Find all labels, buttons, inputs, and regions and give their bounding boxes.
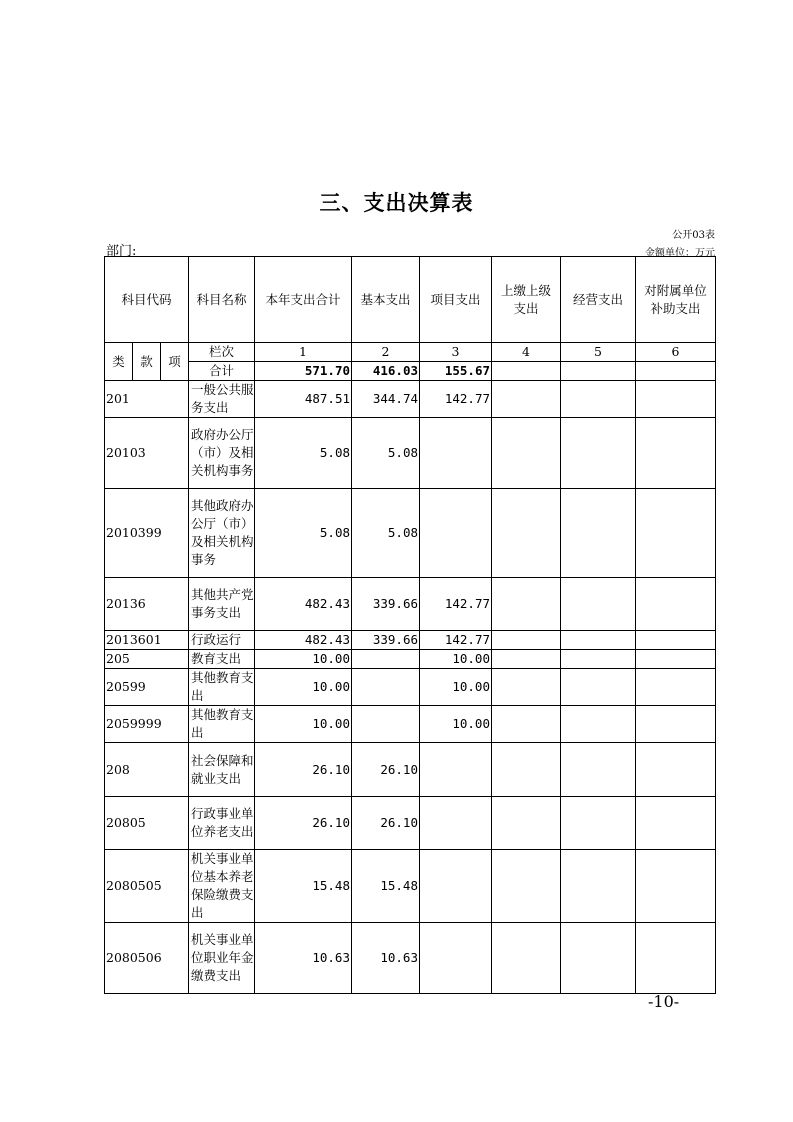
empty-cell <box>561 923 636 994</box>
empty-cell <box>492 650 561 669</box>
header-name: 科目名称 <box>189 257 255 343</box>
row-total: 5.08 <box>255 418 352 489</box>
row-name: 其他共产党事务支出 <box>189 578 255 631</box>
empty-cell <box>561 578 636 631</box>
row-total: 482.43 <box>255 578 352 631</box>
row-code: 2013601 <box>105 631 189 650</box>
header-project: 项目支出 <box>420 257 492 343</box>
empty-cell <box>492 578 561 631</box>
empty-cell <box>561 706 636 743</box>
empty-cell <box>492 418 561 489</box>
empty-cell <box>636 489 716 578</box>
empty-cell <box>561 489 636 578</box>
row-name: 机关事业单位基本养老保险缴费支出 <box>189 850 255 923</box>
row-code: 20805 <box>105 797 189 850</box>
table-row <box>105 850 716 923</box>
col-number: 3 <box>420 343 492 362</box>
empty-cell <box>561 418 636 489</box>
row-code: 2080505 <box>105 850 189 923</box>
row-total: 487.51 <box>255 381 352 418</box>
row-basic: 26.10 <box>352 743 420 797</box>
row-project <box>420 923 492 994</box>
empty-cell <box>636 850 716 923</box>
row-name: 社会保障和就业支出 <box>189 743 255 797</box>
empty-cell <box>492 923 561 994</box>
empty-cell <box>636 669 716 706</box>
empty-cell <box>636 578 716 631</box>
total-row <box>105 362 716 381</box>
header-total: 本年支出合计 <box>255 257 352 343</box>
empty-cell <box>561 631 636 650</box>
empty-cell <box>492 489 561 578</box>
row-code: 205 <box>105 650 189 669</box>
row-total: 10.63 <box>255 923 352 994</box>
row-project: 142.77 <box>420 631 492 650</box>
total-project: 155.67 <box>420 362 492 381</box>
row-code: 20136 <box>105 578 189 631</box>
total-basic: 416.03 <box>352 362 420 381</box>
row-basic: 26.10 <box>352 797 420 850</box>
table-row <box>105 631 716 650</box>
empty-cell <box>561 650 636 669</box>
empty-cell <box>636 706 716 743</box>
col-number: 2 <box>352 343 420 362</box>
table-body <box>105 381 716 994</box>
empty-cell <box>636 381 716 418</box>
col-number: 1 <box>255 343 352 362</box>
row-total: 10.00 <box>255 669 352 706</box>
col-number: 4 <box>492 343 561 362</box>
table-row <box>105 381 716 418</box>
row-basic: 339.66 <box>352 578 420 631</box>
row-project <box>420 743 492 797</box>
row-code: 2059999 <box>105 706 189 743</box>
empty-cell <box>492 631 561 650</box>
row-name: 机关事业单位职业年金缴费支出 <box>189 923 255 994</box>
table-row <box>105 743 716 797</box>
empty-cell <box>636 797 716 850</box>
col-number: 5 <box>561 343 636 362</box>
row-project: 142.77 <box>420 578 492 631</box>
empty-cell <box>636 743 716 797</box>
header-basic: 基本支出 <box>352 257 420 343</box>
row-basic: 5.08 <box>352 418 420 489</box>
table-row <box>105 669 716 706</box>
empty-cell <box>492 669 561 706</box>
row-basic: 5.08 <box>352 489 420 578</box>
header-cat: 类 <box>105 343 133 381</box>
header-row <box>105 257 716 343</box>
row-name: 行政运行 <box>189 631 255 650</box>
table-row <box>105 650 716 669</box>
row-basic: 344.74 <box>352 381 420 418</box>
row-basic <box>352 706 420 743</box>
row-project: 10.00 <box>420 669 492 706</box>
row-code: 201 <box>105 381 189 418</box>
table-row <box>105 418 716 489</box>
row-project <box>420 418 492 489</box>
row-total: 15.48 <box>255 850 352 923</box>
row-name: 一般公共服务支出 <box>189 381 255 418</box>
column-number-row <box>105 343 716 362</box>
empty-cell <box>561 381 636 418</box>
table-row <box>105 706 716 743</box>
row-project <box>420 489 492 578</box>
row-name: 其他政府办公厅（市）及相关机构事务 <box>189 489 255 578</box>
empty-cell <box>636 418 716 489</box>
row-total: 482.43 <box>255 631 352 650</box>
col-label: 栏次 <box>189 343 255 362</box>
header-xiang: 项 <box>161 343 189 381</box>
form-number: 公开03表 <box>672 230 715 241</box>
header-subsidy: 对附属单位补助支出 <box>636 257 716 343</box>
header-code: 科目代码 <box>105 257 189 343</box>
empty-cell <box>492 797 561 850</box>
empty-cell <box>636 650 716 669</box>
row-total: 26.10 <box>255 797 352 850</box>
row-basic <box>352 669 420 706</box>
row-code: 2010399 <box>105 489 189 578</box>
row-basic: 339.66 <box>352 631 420 650</box>
expenditure-table <box>104 256 716 994</box>
row-total: 10.00 <box>255 650 352 669</box>
row-code: 2080506 <box>105 923 189 994</box>
row-total: 10.00 <box>255 706 352 743</box>
empty-cell <box>561 669 636 706</box>
page-number: -10- <box>648 992 680 1011</box>
table-row <box>105 578 716 631</box>
header-business: 经营支出 <box>561 257 636 343</box>
row-code: 20599 <box>105 669 189 706</box>
empty-cell <box>492 850 561 923</box>
empty-cell <box>636 923 716 994</box>
header-upper: 上缴上级支出 <box>492 257 561 343</box>
empty-cell <box>492 743 561 797</box>
empty-cell <box>561 850 636 923</box>
row-total: 26.10 <box>255 743 352 797</box>
amount-unit: 金额单位：万元 <box>645 248 715 259</box>
department-label: 部门: <box>106 244 137 259</box>
row-basic <box>352 650 420 669</box>
col-number: 6 <box>636 343 716 362</box>
row-name: 教育支出 <box>189 650 255 669</box>
row-code: 208 <box>105 743 189 797</box>
row-project: 142.77 <box>420 381 492 418</box>
empty-cell <box>561 743 636 797</box>
row-code: 20103 <box>105 418 189 489</box>
row-name: 行政事业单位养老支出 <box>189 797 255 850</box>
row-basic: 10.63 <box>352 923 420 994</box>
page-title: 三、支出决算表 <box>319 191 474 215</box>
total-amount: 571.70 <box>255 362 352 381</box>
row-project: 10.00 <box>420 706 492 743</box>
row-name: 其他教育支出 <box>189 669 255 706</box>
empty-cell <box>492 706 561 743</box>
table-row <box>105 489 716 578</box>
row-basic: 15.48 <box>352 850 420 923</box>
header-kuan: 款 <box>133 343 161 381</box>
empty-cell <box>492 381 561 418</box>
table-row <box>105 797 716 850</box>
empty-cell <box>561 797 636 850</box>
row-name: 其他教育支出 <box>189 706 255 743</box>
total-label: 合计 <box>189 362 255 381</box>
empty-cell <box>636 631 716 650</box>
row-total: 5.08 <box>255 489 352 578</box>
row-project <box>420 797 492 850</box>
row-project: 10.00 <box>420 650 492 669</box>
table-row <box>105 923 716 994</box>
row-project <box>420 850 492 923</box>
row-name: 政府办公厅（市）及相关机构事务 <box>189 418 255 489</box>
